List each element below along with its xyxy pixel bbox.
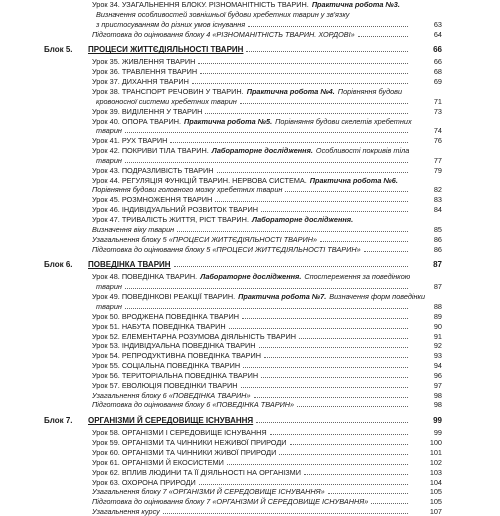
dot-leader — [198, 63, 408, 64]
work-label: Практична робота №6. — [309, 175, 398, 185]
dot-leader — [170, 142, 408, 143]
entry-description: кровоносної системи хребетних тварин — [96, 96, 237, 106]
toc-entry — [0, 497, 500, 506]
work-label: Практична робота №3. — [311, 0, 400, 9]
page-number: 69 — [433, 77, 442, 87]
entry-text — [92, 438, 410, 447]
lesson-title: Урок 54. РЕПРОДУКТИВНА ПОВЕДІНКА ТВАРИН — [92, 351, 262, 361]
page-number: 83 — [433, 195, 442, 205]
page-number: 71 — [433, 96, 442, 106]
entry-description: Порівняння будови головного мозку хребетних тварин — [92, 185, 283, 195]
dot-leader — [248, 26, 408, 27]
page-number: 103 — [429, 467, 442, 477]
page-number: 93 — [433, 351, 442, 361]
lesson-title: Урок 62. ВПЛИВ ЛЮДИНИ ТА ЇЇ ДІЯЛЬНОСТІ НА ОРГАНІЗМИ — [92, 467, 301, 477]
page-number: 94 — [433, 361, 442, 371]
dot-leader — [125, 288, 408, 289]
entry-text — [92, 30, 410, 39]
entry-description: Узагальнення курсу — [92, 507, 160, 516]
toc-entry — [0, 351, 500, 360]
toc-entry — [0, 185, 500, 194]
entry-text — [92, 235, 410, 244]
toc-entry-continuation — [0, 302, 500, 311]
entry-text — [92, 272, 410, 281]
lesson-title: Урок 48. ПОВЕДІНКА ТВАРИН. — [92, 272, 198, 282]
toc-entry-continuation — [0, 20, 500, 29]
lesson-title: Урок 57. ЕВОЛЮЦІЯ ПОВЕДІНКИ ТВАРИН — [92, 380, 238, 390]
dot-leader — [241, 387, 408, 388]
page-number: 96 — [433, 370, 442, 380]
dot-leader — [215, 201, 408, 202]
dot-leader — [290, 444, 408, 445]
entry-text — [96, 97, 410, 106]
lesson-title: Урок 46. ІНДИВІДУАЛЬНИЙ РОЗВИТОК ТВАРИН — [92, 205, 259, 215]
toc-entry — [0, 292, 500, 301]
toc-entry — [0, 0, 500, 9]
page-number: 92 — [433, 341, 442, 351]
entry-description: Узагальнення блоку 6 «ПОВЕДІНКА ТВАРИН» — [92, 390, 251, 400]
toc-entry — [0, 478, 500, 487]
dot-leader — [304, 474, 408, 475]
entry-description: з пристосуванням до різних умов існування — [96, 19, 246, 29]
toc-entry — [0, 67, 500, 76]
toc-entry — [0, 400, 500, 409]
entry-text — [92, 215, 410, 224]
lesson-title: Урок 38. ТРАНСПОРТ РЕЧОВИН У ТВАРИН. — [92, 86, 244, 96]
entry-text — [92, 468, 410, 477]
dot-leader — [243, 367, 408, 368]
toc-entry — [0, 225, 500, 234]
lesson-title: Урок 42. ПОКРИВИ ТІЛА ТВАРИН. — [92, 146, 209, 156]
entry-text — [96, 10, 410, 19]
entry-text — [92, 67, 410, 76]
dot-leader — [371, 503, 408, 504]
page-number: 82 — [433, 185, 442, 195]
dot-leader — [279, 454, 408, 455]
entry-text — [92, 195, 410, 204]
dot-leader — [217, 172, 408, 173]
dot-leader — [125, 308, 408, 309]
entry-text — [96, 302, 410, 311]
dot-leader — [320, 241, 408, 242]
entry-description: тварин — [96, 282, 122, 292]
page-number: 102 — [429, 457, 442, 467]
entry-text — [92, 448, 410, 457]
entry-text — [92, 146, 410, 155]
toc-entry — [0, 332, 500, 341]
entry-text — [92, 497, 410, 506]
toc-entry-continuation — [0, 282, 500, 291]
page-number: 66 — [433, 57, 442, 67]
block-heading — [0, 259, 500, 270]
dot-leader — [297, 406, 408, 407]
entry-description: Визначення форм поведінки — [329, 292, 426, 302]
entry-text — [96, 126, 410, 135]
toc-entry — [0, 371, 500, 380]
entry-text — [92, 0, 410, 9]
block-title: ОРГАНІЗМИ Й СЕРЕДОВИЩЕ ІСНУВАННЯ — [88, 416, 254, 426]
dot-leader — [358, 36, 408, 37]
entry-text — [92, 312, 410, 321]
dot-leader — [177, 231, 408, 232]
entry-text — [92, 478, 410, 487]
dot-leader — [174, 266, 408, 267]
block-title: ПОВЕДІНКА ТВАРИН — [88, 260, 171, 270]
entry-text — [96, 20, 410, 29]
page-number: 104 — [429, 477, 442, 487]
lesson-title: Урок 36. ТРАВЛЕННЯ ТВАРИН — [92, 67, 198, 77]
page-number: 86 — [433, 234, 442, 244]
toc-entry — [0, 176, 500, 185]
entry-text — [92, 245, 410, 254]
toc-entry-continuation — [0, 156, 500, 165]
entry-text — [92, 351, 410, 360]
page-number: 63 — [433, 19, 442, 29]
page-number: 74 — [433, 126, 442, 136]
toc-entry — [0, 146, 500, 155]
entry-text — [92, 507, 410, 516]
toc-entry — [0, 468, 500, 477]
lesson-title: Урок 63. ОХОРОНА ПРИРОДИ — [92, 477, 196, 487]
entry-description: Визначення особливостей зовнішньої будови хребетних тварин у зв'язку — [96, 9, 350, 19]
dot-leader — [270, 434, 408, 435]
lesson-title: Урок 35. ЖИВЛЕННЯ ТВАРИН — [92, 57, 196, 67]
dot-leader — [125, 162, 408, 163]
dot-leader — [242, 318, 408, 319]
page-number: 99 — [433, 416, 442, 426]
toc-entry — [0, 215, 500, 224]
entry-description: Підготовка до оцінювання блоку 5 «ПРОЦЕСИ ЖИТТЄДІЯЛЬНОСТІ ТВАРИН» — [92, 244, 361, 254]
toc-entry — [0, 438, 500, 447]
dot-leader — [229, 328, 408, 329]
work-label: Лабораторне дослідження. — [251, 215, 354, 224]
entry-description: тварин — [96, 301, 122, 311]
dot-leader — [205, 113, 408, 114]
toc-entry — [0, 458, 500, 467]
page-number: 88 — [433, 301, 442, 311]
lesson-title: Урок 58. ОРГАНІЗМИ І СЕРЕДОВИЩЕ ІСНУВАННЯ — [92, 428, 267, 438]
lesson-title: Урок 45. РОЗМНОЖЕННЯ ТВАРИН — [92, 195, 213, 205]
toc-entry-continuation — [0, 10, 500, 19]
entry-text — [92, 176, 410, 185]
entry-description: Підготовка до оцінювання блоку 6 «ПОВЕДІНКА ТВАРИН» — [92, 400, 295, 410]
dot-leader — [227, 464, 408, 465]
entry-text — [92, 57, 410, 66]
block-title: ПРОЦЕСИ ЖИТТЄДІЯЛЬНОСТІ ТВАРИН — [88, 45, 244, 55]
dot-leader — [200, 73, 408, 74]
toc-entry — [0, 195, 500, 204]
page-number: 64 — [433, 29, 442, 39]
dot-leader — [199, 484, 408, 485]
dot-leader — [364, 251, 408, 252]
page-number: 90 — [433, 321, 442, 331]
toc-entry — [0, 136, 500, 145]
lesson-title: Урок 37. ДИХАННЯ ТВАРИН — [92, 77, 189, 87]
entry-text — [96, 282, 410, 291]
entry-text — [92, 371, 410, 380]
entry-text — [92, 107, 410, 116]
page-number: 76 — [433, 136, 442, 146]
toc-entry — [0, 507, 500, 516]
entry-description: Підготовка до оцінювання блоку 4 «РІЗНОМАНІТНІСТЬ ТВАРИН. ХОРДОВІ» — [92, 29, 355, 39]
toc-entry-continuation — [0, 97, 500, 106]
entry-description: Спостереження за поведінкою — [304, 272, 411, 282]
toc-entry — [0, 312, 500, 321]
lesson-title: Урок 53. ІНДИВІДУАЛЬНА ПОВЕДІНКА ТВАРИН — [92, 341, 256, 351]
entry-text — [92, 117, 412, 126]
work-label: Лабораторне дослідження. — [211, 146, 313, 156]
entry-text — [92, 87, 410, 96]
work-label: Практична робота №4. — [246, 86, 335, 96]
page-number: 107 — [429, 507, 442, 516]
page-number: 97 — [433, 380, 442, 390]
page-number: 84 — [433, 205, 442, 215]
toc-entry — [0, 57, 500, 66]
entry-text — [92, 322, 410, 331]
dot-leader — [246, 51, 408, 52]
dot-leader — [240, 103, 408, 104]
entry-text — [92, 361, 410, 370]
toc-entry — [0, 487, 500, 496]
entry-text — [92, 428, 410, 437]
entry-text — [92, 487, 410, 496]
dot-leader — [125, 132, 408, 133]
page-number: 73 — [433, 106, 442, 116]
dot-leader — [264, 357, 408, 358]
lesson-title: Урок 61. ОРГАНІЗМИ Й ЕКОСИСТЕМИ — [92, 457, 224, 467]
lesson-title: Урок 43. ПОДРАЗЛИВІСТЬ ТВАРИН — [92, 165, 214, 175]
toc-entry — [0, 107, 500, 116]
entry-text — [92, 381, 410, 390]
dot-leader — [163, 513, 408, 514]
lesson-title: Урок 50. ВРОДЖЕНА ПОВЕДІНКА ТВАРИН — [92, 311, 239, 321]
toc-entry — [0, 77, 500, 86]
work-label: Лабораторне дослідження. — [200, 272, 302, 282]
entry-description: Узагальнення блоку 5 «ПРОЦЕСИ ЖИТТЄДІЯЛЬНОСТІ ТВАРИН» — [92, 234, 318, 244]
entry-text — [92, 136, 410, 145]
lesson-title: Урок 49. ПОВЕДІНКОВІ РЕАКЦІЇ ТВАРИН. — [92, 292, 236, 302]
work-label: Практична робота №7. — [238, 292, 327, 302]
entry-text — [96, 156, 410, 165]
page-number: 79 — [433, 165, 442, 175]
dot-leader — [261, 211, 408, 212]
toc-entry — [0, 235, 500, 244]
dot-leader — [254, 397, 409, 398]
entry-text — [92, 77, 410, 86]
toc-entry — [0, 448, 500, 457]
lesson-title: Урок 41. РУХ ТВАРИН — [92, 136, 168, 146]
dot-leader — [299, 338, 408, 339]
page-number: 100 — [429, 438, 442, 448]
lesson-title: Урок 39. ВИДІЛЕННЯ У ТВАРИН — [92, 106, 203, 116]
page-number: 105 — [429, 497, 442, 507]
dot-leader — [285, 191, 408, 192]
block-heading — [0, 44, 500, 55]
entry-text — [92, 391, 410, 400]
toc-entry — [0, 205, 500, 214]
page-number: 86 — [433, 244, 442, 254]
entry-text — [92, 185, 410, 194]
page-number: 98 — [433, 400, 442, 410]
toc-entry-continuation — [0, 126, 500, 135]
lesson-title: Урок 59. ОРГАНІЗМИ ТА ЧИННИКИ НЕЖИВОЇ ПРИРОДИ — [92, 438, 287, 448]
lesson-title: Урок 47. ТРИВАЛІСТЬ ЖИТТЯ, РІСТ ТВАРИН. — [92, 215, 249, 224]
block-label: Блок 5. — [44, 45, 73, 55]
page-number: 91 — [433, 331, 442, 341]
entry-text — [92, 166, 410, 175]
toc-entry — [0, 30, 500, 39]
page-number: 98 — [433, 390, 442, 400]
toc-entry — [0, 117, 500, 126]
toc-entry — [0, 166, 500, 175]
lesson-title: Урок 40. ОПОРА ТВАРИН. — [92, 116, 182, 126]
block-title-wrap — [88, 415, 410, 426]
page-number: 87 — [433, 282, 442, 292]
page-number: 85 — [433, 224, 442, 234]
entry-text — [92, 332, 410, 341]
toc-entry — [0, 361, 500, 370]
entry-description: тварин — [96, 126, 122, 136]
page-number: 87 — [433, 260, 442, 270]
page-number: 68 — [433, 67, 442, 77]
dot-leader — [192, 83, 408, 84]
toc-entry — [0, 245, 500, 254]
block-heading — [0, 415, 500, 426]
block-title-wrap — [88, 44, 410, 55]
page-number: 89 — [433, 311, 442, 321]
dot-leader — [256, 422, 408, 423]
toc-entry — [0, 87, 500, 96]
entry-text — [92, 400, 410, 409]
entry-text — [92, 458, 410, 467]
entry-description: Узагальнення блоку 7 «ОРГАНІЗМИ Й СЕРЕДОВИЩЕ ІСНУВАННЯ» — [92, 487, 325, 497]
dot-leader — [328, 493, 408, 494]
entry-text — [92, 341, 410, 350]
entry-description: Особливості покривів тіла — [315, 146, 410, 156]
toc-entry — [0, 428, 500, 437]
lesson-title: Урок 60. ОРГАНІЗМИ ТА ЧИННИКИ ЖИВОЇ ПРИРОДИ — [92, 448, 277, 457]
toc-entry — [0, 322, 500, 331]
entry-text — [92, 225, 410, 234]
page-number: 99 — [433, 428, 442, 438]
lesson-title: Урок 44. РЕГУЛЯЦІЯ ФУНКЦІЙ ТВАРИН. НЕРВОВА СИСТЕМА. — [92, 175, 307, 185]
toc-entry — [0, 391, 500, 400]
entry-description: Підготовка до оцінювання блоку 7 «ОРГАНІЗМИ Й СЕРЕДОВИЩЕ ІСНУВАННЯ» — [92, 497, 369, 507]
lesson-title: Урок 34. УЗАГАЛЬНЕННЯ БЛОКУ. РІЗНОМАНІТНІСТЬ ТВАРИН. — [92, 0, 309, 9]
toc-entry — [0, 381, 500, 390]
block-title-wrap — [88, 259, 410, 270]
toc-entry — [0, 341, 500, 350]
toc-entry — [0, 272, 500, 281]
block-label: Блок 6. — [44, 260, 73, 270]
dot-leader — [259, 347, 409, 348]
entry-description: Порівняння будови скелетів хребетних — [275, 116, 412, 126]
entry-text — [92, 205, 410, 214]
work-label: Практична робота №5. — [184, 116, 273, 126]
page-number: 105 — [429, 487, 442, 497]
dot-leader — [261, 377, 408, 378]
page-number: 66 — [433, 45, 442, 55]
entry-description: Визначення віку тварин — [92, 224, 175, 234]
lesson-title: Урок 51. НАБУТА ПОВЕДІНКА ТВАРИН — [92, 321, 226, 331]
lesson-title: Урок 52. ЕЛЕМЕНТАРНА РОЗУМОВА ДІЯЛЬНІСТЬ ТВАРИН — [92, 331, 297, 341]
entry-description: Порівняння будови — [337, 86, 403, 96]
entry-description: тварин — [96, 155, 122, 165]
lesson-title: Урок 56. ТЕРИТОРІАЛЬНА ПОВЕДІНКА ТВАРИН — [92, 370, 259, 380]
lesson-title: Урок 55. СОЦІАЛЬНА ПОВЕДІНКА ТВАРИН — [92, 361, 241, 371]
entry-text — [92, 292, 425, 301]
page-number: 101 — [429, 448, 442, 457]
page-number: 77 — [433, 155, 442, 165]
block-label: Блок 7. — [44, 416, 73, 426]
